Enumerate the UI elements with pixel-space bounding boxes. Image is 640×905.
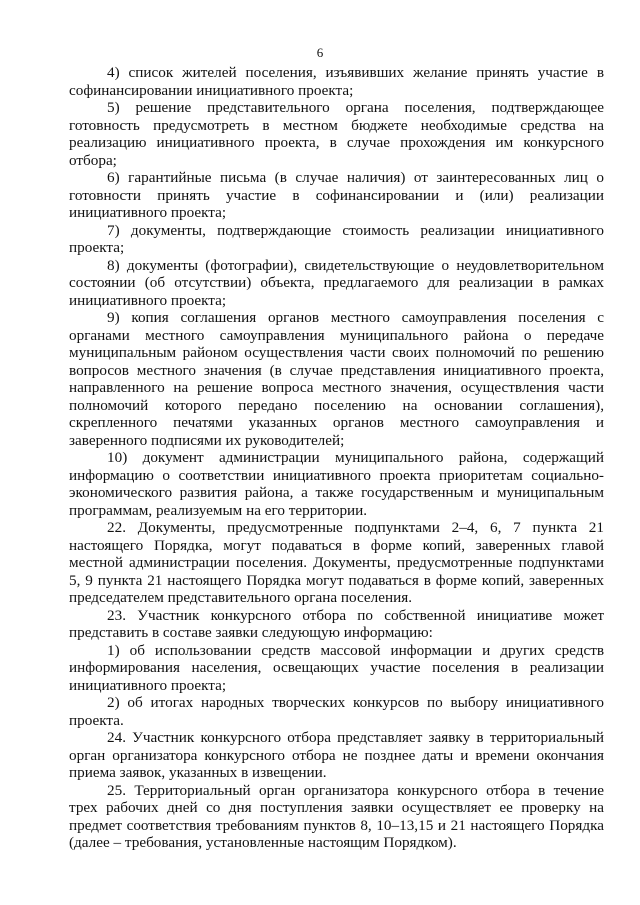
clause-23-item-2: 2) об итогах народных творческих конкурсов по выбору инициативного проекта. (69, 694, 604, 729)
list-item-9-agreement-copy: 9) копия соглашения органов местного самоуправления поселения с органами местного самоуправления муниципального района о передаче муниципальным районом осуществления части своих полномочий по решению вопросов местного значения (в случае представления инициативного проекта, направленного на решение вопроса местного значения, осуществления части полномочий которого передано поселению на основании соглашения), скрепленного печатями указанных органов местного самоуправления и заверенного подписями их руководителей; (69, 309, 604, 449)
list-item-8-photographs: 8) документы (фотографии), свидетельствующие о неудовлетворительном состоянии (об отсутствии) объекта, предлагаемого для реализации в рамках инициативного проекта; (69, 256, 604, 309)
list-item-7-cost-documents: 7) документы, подтверждающие стоимость реализации инициативного проекта; (69, 221, 604, 256)
clause-23-item-1: 1) об использовании средств массовой информации и других средств информирования населения, освещающих участие поселения в реализации инициативного проекта; (69, 641, 604, 694)
list-item-6-guarantee-letters: 6) гарантийные письма (в случае наличия) от заинтересованных лиц о готовности принять участие в софинансировании и (или) реализации инициативного проекта; (69, 169, 604, 221)
document-body (69, 64, 604, 852)
clause-24: 24. Участник конкурсного отбора представляет заявку в территориальный орган организатора конкурсного отбора не позднее даты и времени окончания приема заявок, указанных в извещении. (69, 729, 604, 781)
clause-23: 23. Участник конкурсного отбора по собственной инициативе может представить в составе заявки следующую информацию: (69, 606, 604, 641)
list-item-4-residents-list: 4) список жителей поселения, изъявивших желание принять участие в софинансировании инициативного проекта; (69, 64, 604, 99)
clause-25: 25. Территориальный орган организатора конкурсного отбора в течение трех рабочих дней со дня поступления заявки осуществляет ее проверку на предмет соответствия требованиям пунктов 8, 10–13,15 и 21 настоящего Порядка (далее – требования, установленные настоящим Порядком). (69, 781, 604, 851)
list-item-5-council-decision: 5) решение представительного органа поселения, подтверждающее готовность предусмотреть в местном бюджете необходимые средства на реализацию инициативного проекта, в случае прохождения им конкурсного отбора; (69, 99, 604, 169)
page-number: 6 (316, 45, 324, 60)
list-item-10-district-document: 10) документ администрации муниципального района, содержащий информацию о соответствии инициативного проекта приоритетам социально-экономического развития района, а также государственным и муниципальным программам, реализуемым на его территории. (69, 449, 604, 519)
clause-22: 22. Документы, предусмотренные подпунктами 2–4, 6, 7 пункта 21 настоящего Порядка, могут подаваться в форме копий, заверенных главой местной администрации поселения. Документы, предусмотренные подпунктами 5, 9 пункта 21 настоящего Порядка могут подаваться в форме копий, заверенных председателем представительного органа поселения. (69, 519, 604, 606)
